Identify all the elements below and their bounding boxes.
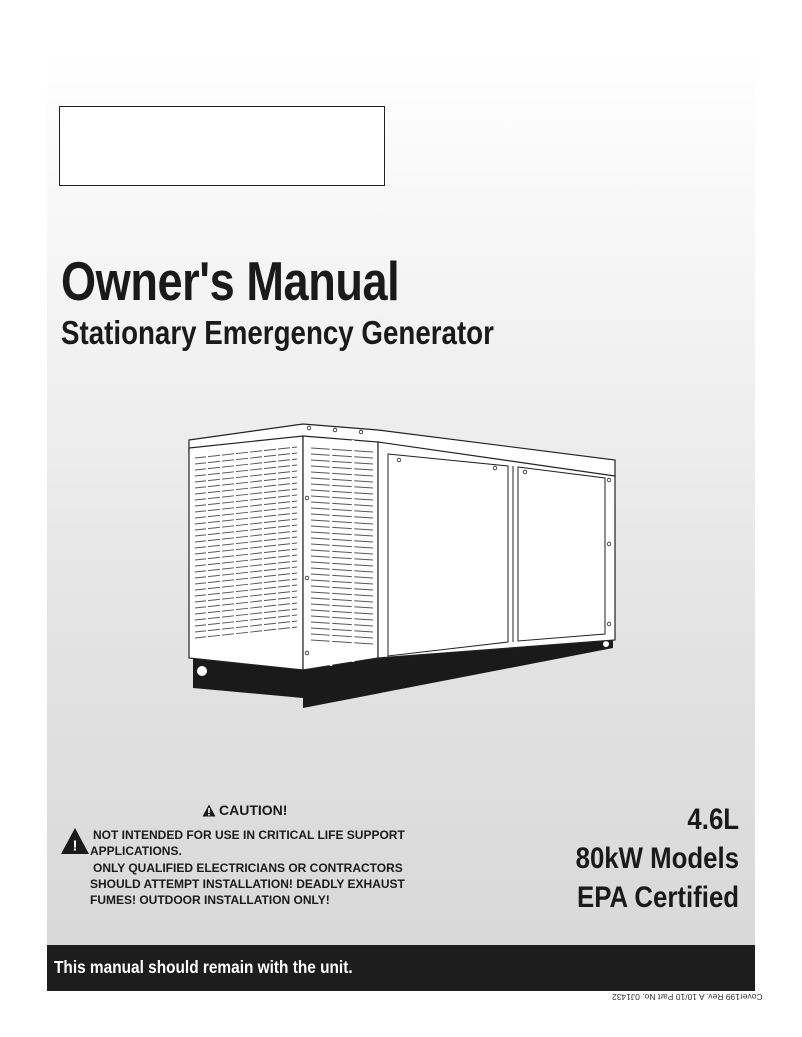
caution-heading-text: CAUTION! (219, 802, 288, 818)
footer-notice: This manual should remain with the unit. (54, 957, 353, 977)
model-rating: 80kW Models (575, 842, 739, 875)
certification: EPA Certified (576, 881, 739, 914)
caution-line: ONLY QUALIFIED ELECTRICIANS OR CONTRACTORS (93, 860, 403, 875)
caution-triangle-icon (202, 804, 216, 817)
caution-text (90, 827, 405, 908)
caution-heading (202, 802, 287, 818)
warning-triangle-icon (60, 827, 90, 855)
generator-illustration (185, 418, 620, 713)
label-box (59, 106, 385, 186)
part-number: Cover199 Rev. A 10/10 Part No. 0J1432 (612, 992, 763, 1002)
caution-line: SHOULD ATTEMPT INSTALLATION! DEADLY EXHAUST (90, 876, 405, 891)
caution-line: FUMES! OUTDOOR INSTALLATION ONLY! (90, 893, 330, 908)
caution-line: APPLICATIONS. (90, 844, 182, 859)
svg-text:!: ! (72, 837, 78, 855)
manual-subtitle: Stationary Emergency Generator (61, 314, 494, 351)
caution-line: NOT INTENDED FOR USE IN CRITICAL LIFE SUPPORT (93, 828, 405, 842)
manual-title: Owner's Manual (61, 250, 400, 312)
model-specs (549, 800, 739, 917)
footer-bar (47, 945, 755, 991)
engine-size: 4.6L (687, 803, 739, 836)
